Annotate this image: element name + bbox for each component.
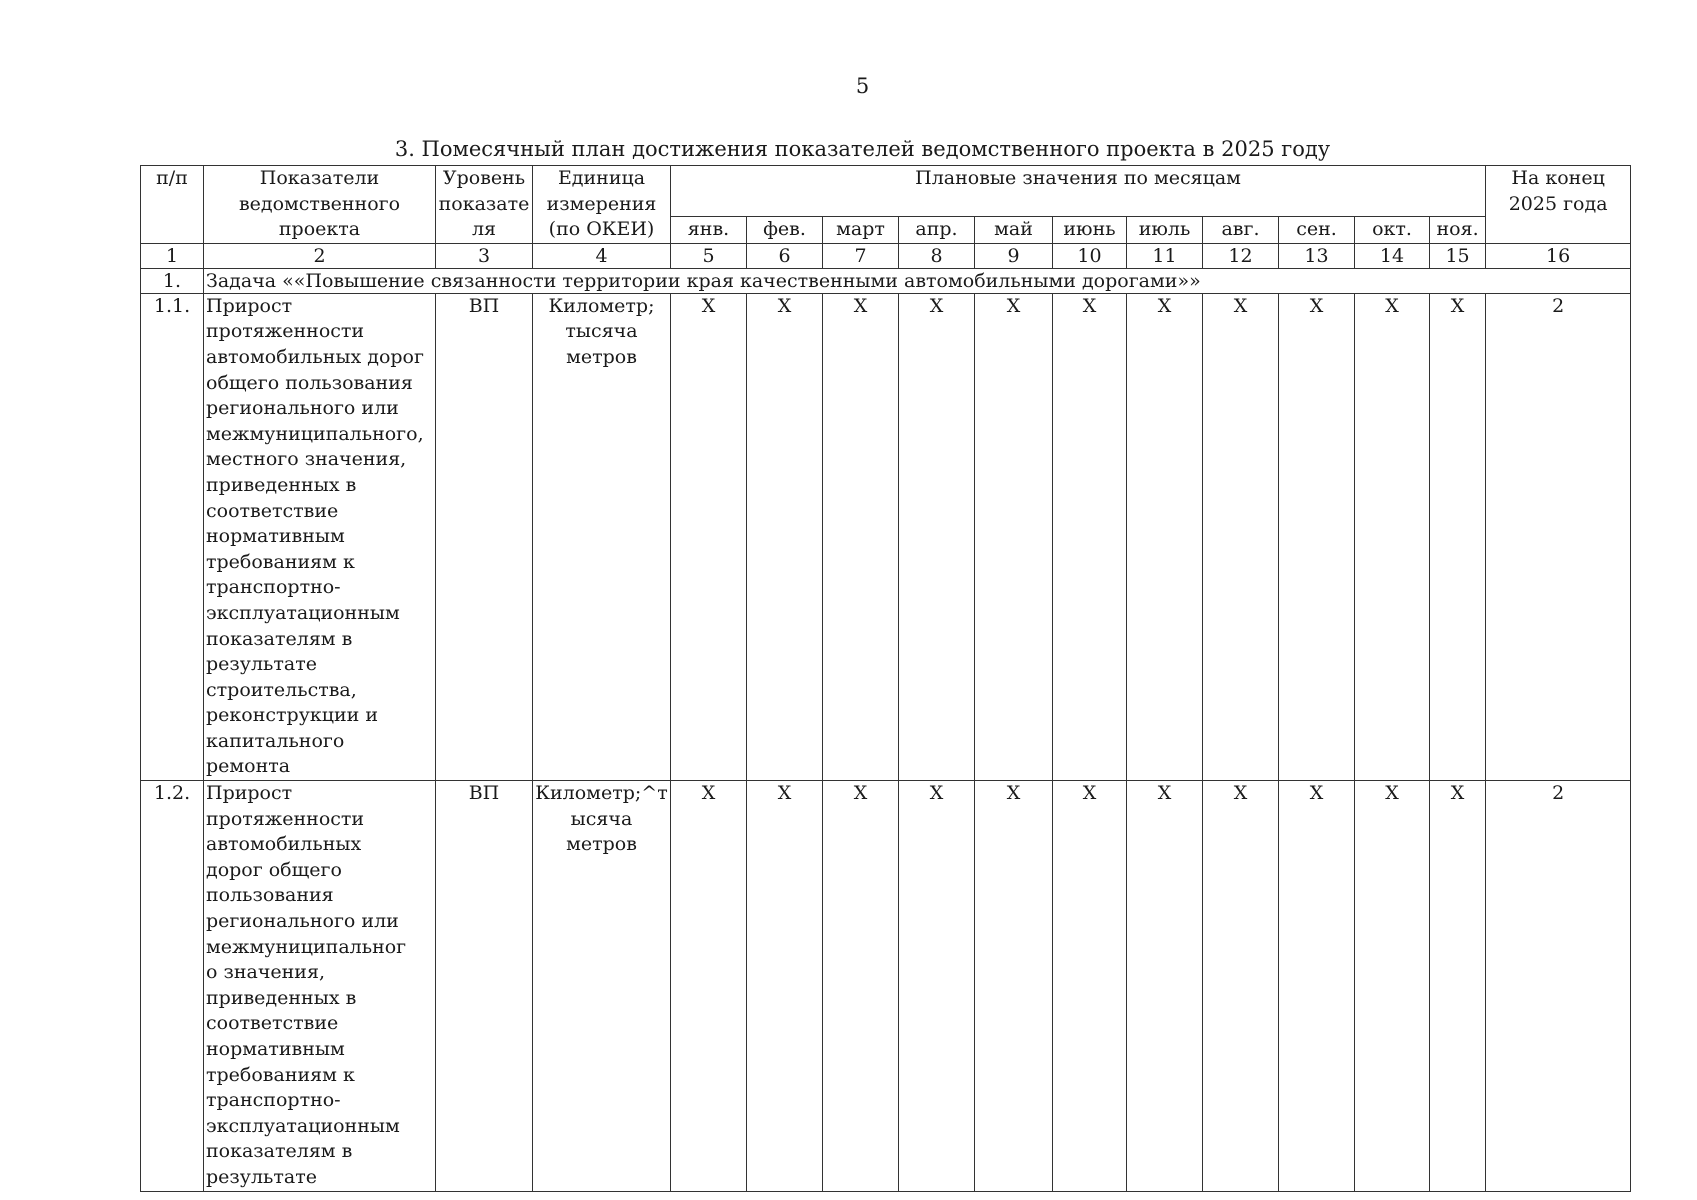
header-end-of-year: На конец 2025 года xyxy=(1486,166,1631,244)
month-header: июнь xyxy=(1053,217,1127,244)
column-number: 7 xyxy=(823,243,899,268)
column-number: 3 xyxy=(436,243,533,268)
month-header: июль xyxy=(1127,217,1203,244)
row-num: 1.1. xyxy=(141,293,204,780)
end-of-year-value: 2 xyxy=(1486,293,1631,780)
month-header: ноя. xyxy=(1430,217,1486,244)
month-header: сен. xyxy=(1279,217,1355,244)
header-num: п/п xyxy=(141,166,204,244)
month-value: X xyxy=(975,781,1053,1192)
column-number: 6 xyxy=(747,243,823,268)
month-value: X xyxy=(671,781,747,1192)
month-value: X xyxy=(1355,293,1430,780)
month-value: X xyxy=(899,293,975,780)
column-number: 4 xyxy=(533,243,671,268)
month-value: X xyxy=(1053,293,1127,780)
header-unit: Единица измерения (по ОКЕИ) xyxy=(533,166,671,244)
column-number: 12 xyxy=(1203,243,1279,268)
month-value: X xyxy=(1203,781,1279,1192)
month-value: X xyxy=(1053,781,1127,1192)
end-of-year-value: 2 xyxy=(1486,781,1631,1192)
table-row xyxy=(141,781,1631,1192)
month-value: X xyxy=(1430,781,1486,1192)
column-number: 5 xyxy=(671,243,747,268)
month-value: X xyxy=(747,293,823,780)
task-num: 1. xyxy=(141,268,204,293)
month-value: X xyxy=(975,293,1053,780)
column-number: 16 xyxy=(1486,243,1631,268)
month-header: янв. xyxy=(671,217,747,244)
month-value: X xyxy=(823,781,899,1192)
column-number: 9 xyxy=(975,243,1053,268)
column-number: 13 xyxy=(1279,243,1355,268)
header-indicator: Показатели ведомственного проекта xyxy=(204,166,436,244)
row-unit: Километр;^т ысяча метров xyxy=(533,781,671,1192)
column-number: 11 xyxy=(1127,243,1203,268)
month-header: окт. xyxy=(1355,217,1430,244)
month-value: X xyxy=(671,293,747,780)
month-value: X xyxy=(1279,781,1355,1192)
column-number: 10 xyxy=(1053,243,1127,268)
month-value: X xyxy=(1127,293,1203,780)
page-number: 5 xyxy=(855,74,870,98)
month-value: X xyxy=(1127,781,1203,1192)
month-value: X xyxy=(1430,293,1486,780)
header-level: Уровень показате ля xyxy=(436,166,533,244)
month-header: авг. xyxy=(1203,217,1279,244)
table-row xyxy=(141,293,1631,780)
month-value: X xyxy=(1355,781,1430,1192)
row-level: ВП xyxy=(436,781,533,1192)
row-num: 1.2. xyxy=(141,781,204,1192)
row-indicator: Прирост протяженности автомобильных дорог общего пользования регионального или межмуниципальног о значения, приведенных в соответствие нормативным требованиям к транспортно- эксплуатационным показателям в результате xyxy=(204,781,436,1192)
column-number: 8 xyxy=(899,243,975,268)
monthly-plan-table xyxy=(140,165,1631,1192)
column-number: 14 xyxy=(1355,243,1430,268)
month-header: март xyxy=(823,217,899,244)
month-header: май xyxy=(975,217,1053,244)
task-row xyxy=(141,268,1631,293)
column-numbers-row xyxy=(141,243,1631,268)
month-header: фев. xyxy=(747,217,823,244)
column-number: 1 xyxy=(141,243,204,268)
row-unit: Километр; тысяча метров xyxy=(533,293,671,780)
header-monthly: Плановые значения по месяцам xyxy=(671,166,1486,217)
row-indicator: Прирост протяженности автомобильных дорог общего пользования регионального или межмуниципального, местного значения, приведенных в соответствие нормативным требованиям к транспортно- эксплуатационным показателям в результате строительства, реконструкции и капитального ремонта xyxy=(204,293,436,780)
document-title: 3. Помесячный план достижения показателей ведомственного проекта в 2025 году xyxy=(394,137,1331,161)
month-value: X xyxy=(823,293,899,780)
month-header: апр. xyxy=(899,217,975,244)
month-value: X xyxy=(1279,293,1355,780)
task-text: Задача ««Повышение связанности территории края качественными автомобильными дорогами»» xyxy=(204,268,1631,293)
month-value: X xyxy=(1203,293,1279,780)
month-value: X xyxy=(899,781,975,1192)
header-row xyxy=(141,166,1631,217)
row-level: ВП xyxy=(436,293,533,780)
month-value: X xyxy=(747,781,823,1192)
column-number: 2 xyxy=(204,243,436,268)
column-number: 15 xyxy=(1430,243,1486,268)
